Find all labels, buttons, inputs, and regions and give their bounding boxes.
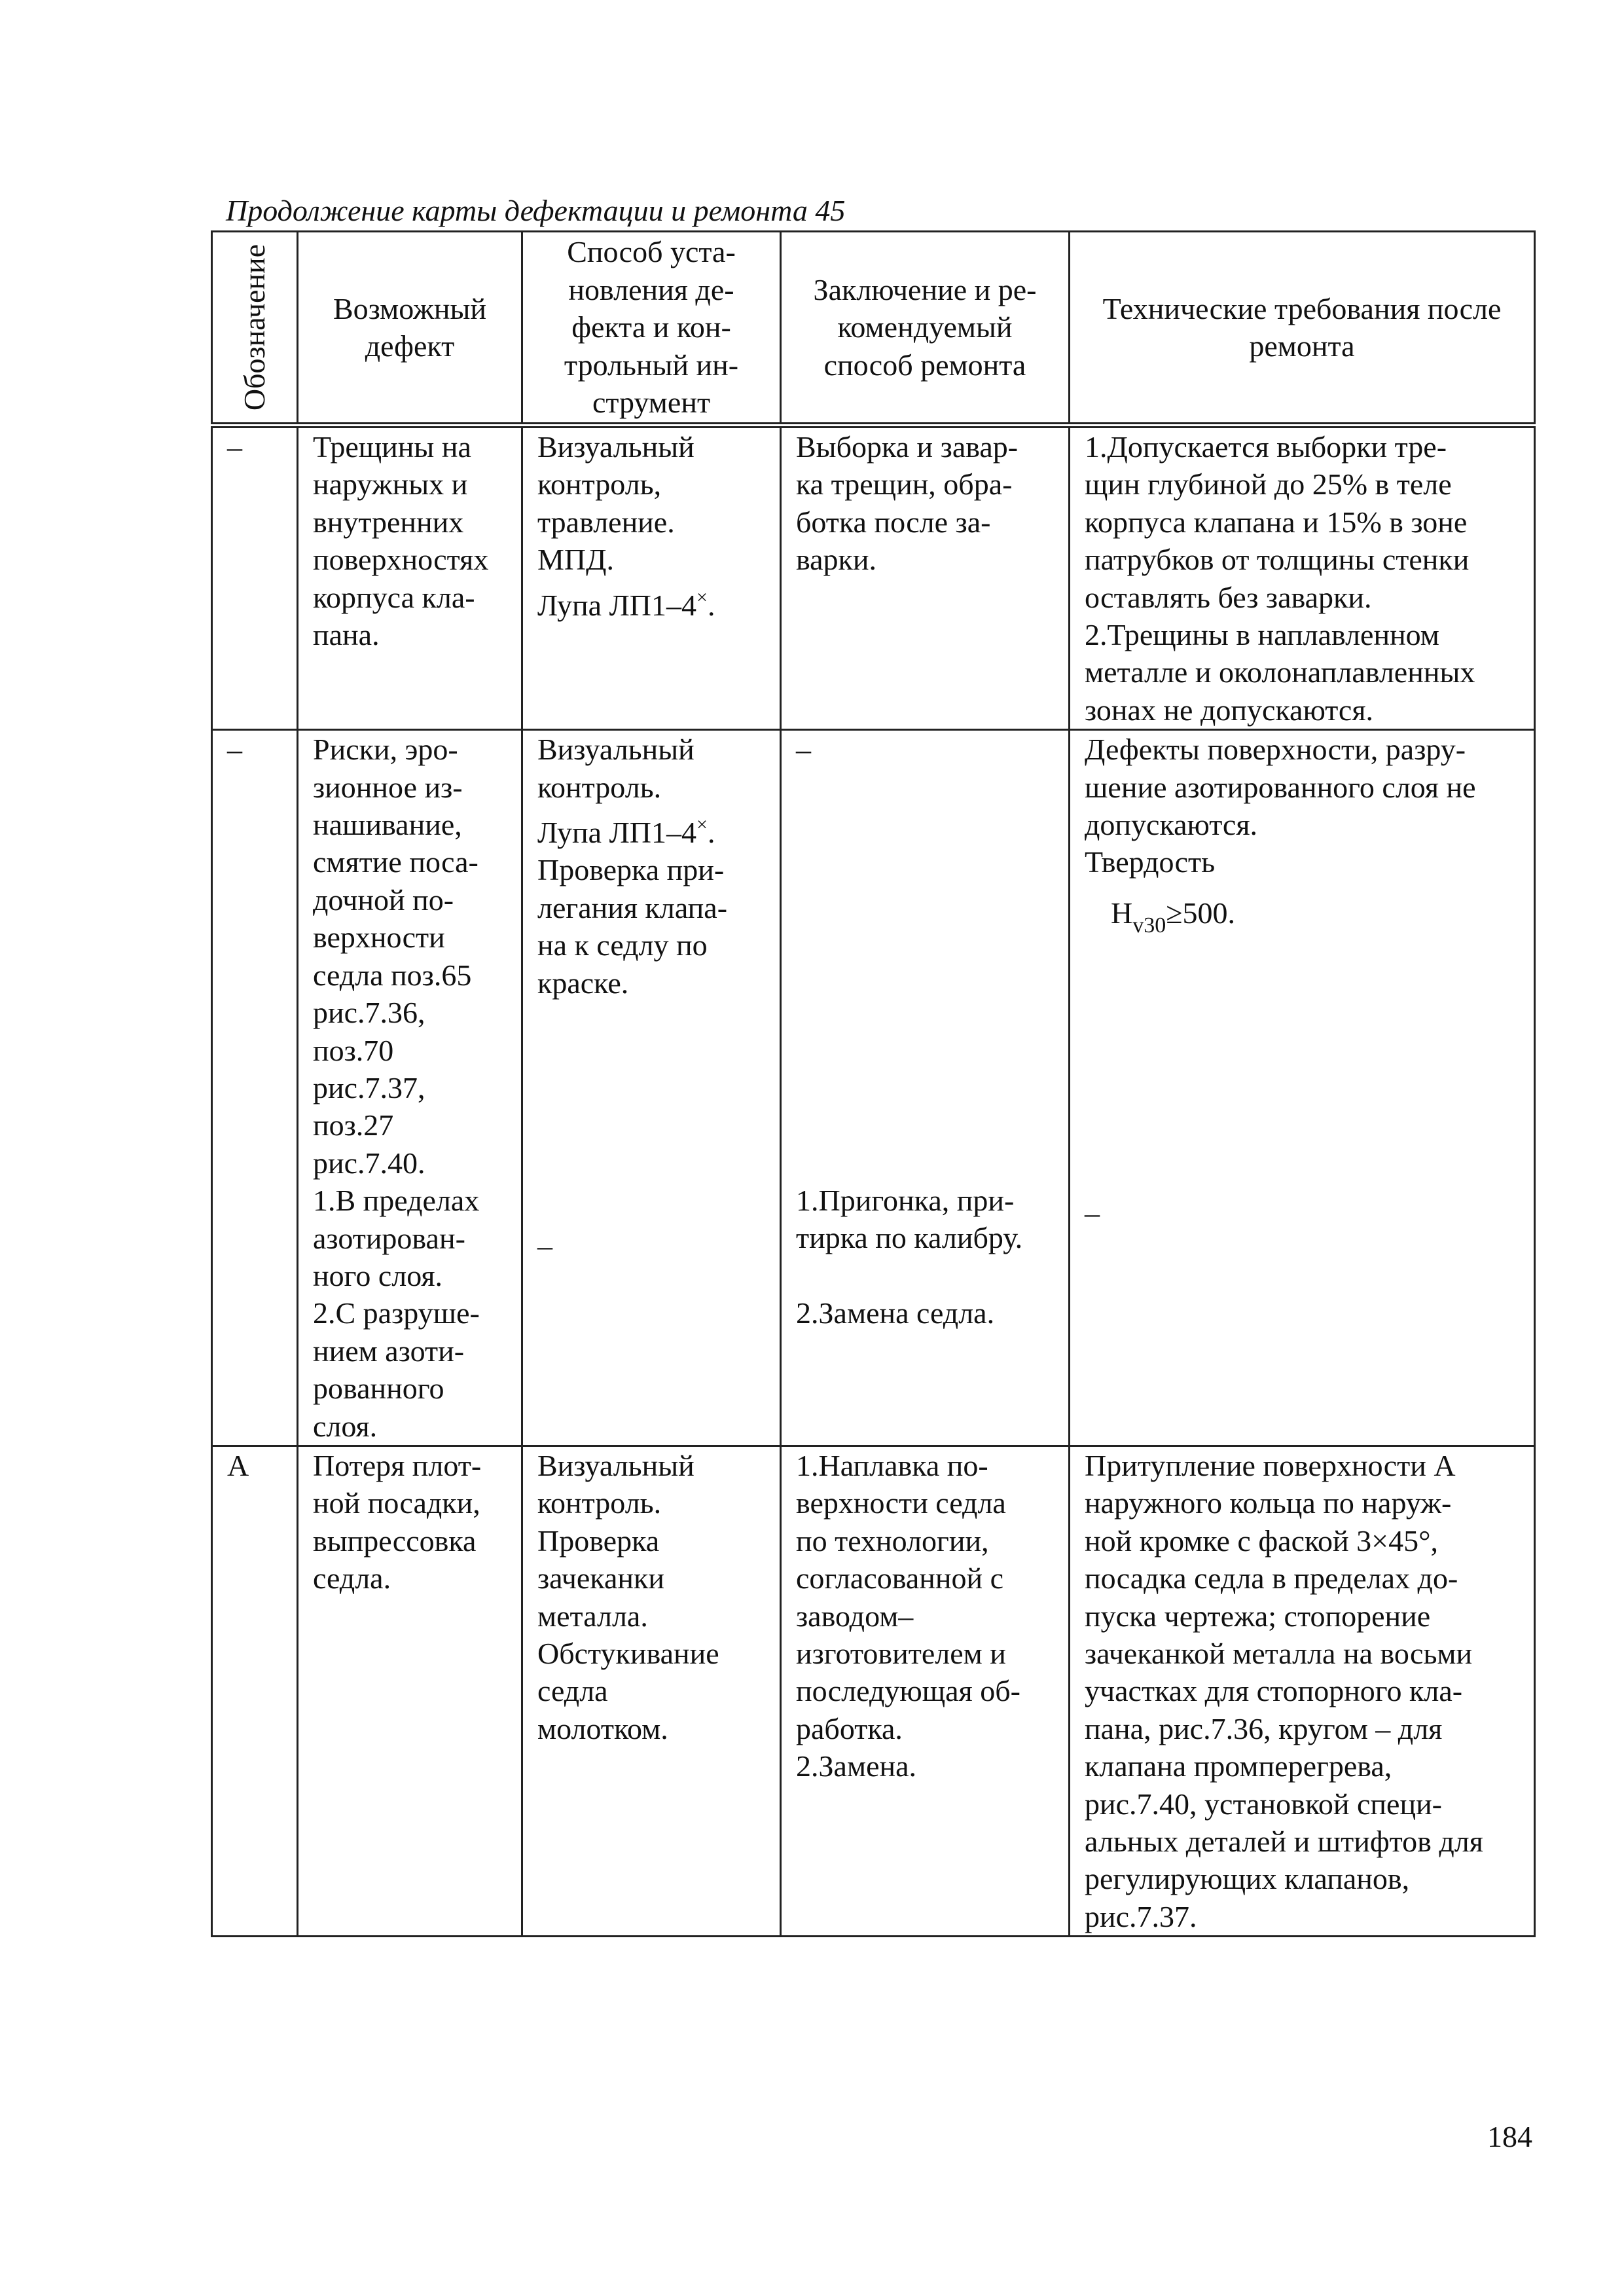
text-line: трольный ин-	[564, 348, 739, 382]
text-line: рованного	[313, 1372, 444, 1406]
text-line: седла.	[313, 1561, 391, 1595]
text-line: по технологии,	[796, 1523, 989, 1558]
text-line: согласованной с	[796, 1561, 1004, 1595]
text-line: рис.7.37.	[1085, 1899, 1197, 1933]
text-line: варки.	[796, 543, 876, 577]
text-line: МПД.	[537, 543, 614, 577]
text-line: последующая об-	[796, 1674, 1020, 1708]
cell-defect	[298, 1446, 522, 1936]
text-line: фекта и кон-	[571, 310, 731, 344]
text-line: корпуса клапана и 15% в зоне	[1085, 505, 1468, 539]
text-line: рис.7.40, установкой специ-	[1085, 1787, 1443, 1821]
text-line: 1.Пригонка, при-	[796, 1183, 1015, 1217]
header-method	[522, 232, 781, 426]
text-line: способ ремонта	[823, 348, 1026, 382]
text-line: Притупление поверхности А	[1085, 1448, 1456, 1482]
text-line: Возможный	[333, 291, 487, 325]
text-line: альных деталей и штифтов для	[1085, 1825, 1483, 1859]
text-line: краске.	[537, 966, 629, 1000]
header-requirements	[1070, 232, 1535, 426]
text-line: наружного кольца по наруж-	[1085, 1486, 1452, 1520]
text-line: поз.27	[313, 1108, 394, 1142]
text-line: Выборка и завар-	[796, 430, 1019, 464]
text-line: комендуемый	[837, 310, 1013, 344]
text-line: ной посадки,	[313, 1486, 480, 1520]
text-line: металле и околонаплавленных	[1085, 655, 1475, 689]
text-line: выпрессовка	[313, 1523, 477, 1558]
text-line: наружных и	[313, 467, 468, 501]
text-line: контроль.	[537, 1486, 662, 1520]
text-line: работка.	[796, 1711, 903, 1745]
text-line: Проверка	[537, 1523, 660, 1558]
text-line: заводом–	[796, 1599, 914, 1633]
text-line: Визуальный	[537, 430, 695, 464]
text-line: Трещины на	[313, 430, 471, 464]
lupa-instrument: Лупа ЛП1–4×.	[537, 586, 715, 622]
text-line: ремонта	[1249, 329, 1355, 363]
text-line: Риски, эро-	[313, 733, 458, 767]
text-line: струмент	[592, 386, 711, 420]
cell-conclusion	[781, 1446, 1070, 1936]
text-line: металла.	[537, 1599, 648, 1633]
header-conclusion	[781, 232, 1070, 426]
table-caption: Продолжение карты дефектации и ремонта 45	[226, 194, 846, 227]
text-line: 1.Наплавка по-	[796, 1448, 988, 1482]
text-line: клапана промперегрева,	[1085, 1749, 1392, 1783]
text-line: корпуса кла-	[313, 580, 475, 614]
page-number: 184	[1487, 2120, 1532, 2153]
cell-method: Визуальный контроль. Лупа ЛП1–4×. Проверка при- легания клапа- на к седлу по краске. –	[522, 730, 781, 1446]
text-line: пуска чертежа; стопорение	[1085, 1599, 1431, 1633]
text-line: поверхностях	[313, 543, 489, 577]
cell-defect	[298, 730, 522, 1446]
table-row	[212, 426, 1535, 730]
text-line: ного слоя.	[313, 1258, 442, 1292]
text-line: Заключение и ре-	[813, 272, 1037, 306]
text-line: рис.7.37,	[313, 1070, 425, 1104]
text-line: нием азоти-	[313, 1334, 465, 1368]
text-line: Дефекты поверхности, разру-	[1085, 733, 1466, 767]
text-line: ной кромке с фаской 3×45°,	[1085, 1523, 1438, 1558]
text-line: патрубков от толщины стенки	[1085, 543, 1470, 577]
text-line: новления де-	[568, 272, 734, 306]
text-line: зачеканки	[537, 1561, 664, 1595]
text-line: дефект	[365, 329, 455, 363]
defect-card-table	[211, 230, 1536, 1937]
text-line: шение азотированного слоя не	[1085, 770, 1476, 804]
text-line: 2.Трещины в наплавленном	[1085, 618, 1439, 652]
cell-requirements	[1070, 1446, 1535, 1936]
text-line: зачеканкой металла на восьми	[1085, 1637, 1473, 1670]
text-line: участках для стопорного кла-	[1085, 1674, 1463, 1708]
text-line: допускаются.	[1085, 808, 1258, 842]
text-line: рис.7.40.	[313, 1146, 425, 1180]
text-line: Обстукивание	[537, 1637, 719, 1670]
text-line: щин глубиной до 25% в теле	[1085, 467, 1452, 501]
text-line: ка трещин, обра-	[796, 467, 1013, 501]
cell-defect	[298, 426, 522, 730]
text-line: зионное из-	[313, 770, 463, 804]
text-line: седла	[537, 1674, 608, 1708]
text-line: травление.	[537, 505, 675, 539]
text-line: зонах не допускаются.	[1085, 693, 1373, 727]
text-line: тирка по калибру.	[796, 1221, 1023, 1255]
text-line: поз.70	[313, 1033, 394, 1067]
cell-requirements	[1070, 426, 1535, 730]
hardness-value: $H_{v30}\ge 500$.	[1111, 896, 1235, 938]
text-line: рис.7.36,	[313, 996, 425, 1030]
table-row	[212, 730, 1535, 1446]
text-line: молотком.	[537, 1711, 668, 1745]
text-line: верхности седла	[796, 1486, 1006, 1520]
text-line: седла поз.65	[313, 958, 472, 992]
cell-designation: –	[212, 730, 298, 1446]
text-line: Потеря плот-	[313, 1448, 482, 1482]
text-line: нашивание,	[313, 808, 462, 842]
cell-conclusion: – 1.Пригонка, при- тирка по калибру. 2.Замена седла.	[781, 730, 1070, 1446]
text-line: 2.С разруше-	[313, 1296, 480, 1330]
cell-designation: –	[212, 426, 298, 730]
header-defect	[298, 232, 522, 426]
text-line: Способ уста-	[567, 235, 736, 269]
table-header-row	[212, 232, 1535, 426]
text-line: 2.Замена.	[796, 1749, 917, 1783]
text-line: на к седлу по	[537, 928, 708, 962]
text-line: пана.	[313, 618, 380, 652]
text-line: оставлять без заварки.	[1085, 580, 1372, 614]
text-line: регулирующих клапанов,	[1085, 1862, 1410, 1896]
cell-designation: А	[212, 1446, 298, 1936]
cell-requirements: Дефекты поверхности, разру- шение азотированного слоя не допускаются. Твердость $H_{v30}\ge 500$. –	[1070, 730, 1535, 1446]
text-line: ботка после за-	[796, 505, 991, 539]
text-line: слоя.	[313, 1409, 378, 1443]
text-line: Визуальный	[537, 1448, 695, 1482]
lupa-instrument: Лупа ЛП1–4×.	[537, 814, 715, 850]
text-line: внутренних	[313, 505, 464, 539]
text-line: Технические требования после	[1102, 291, 1502, 325]
text-line: пана, рис.7.36, кругом – для	[1085, 1711, 1443, 1745]
header-designation: Обозначение	[212, 232, 298, 426]
text-line: верхности	[313, 920, 445, 955]
text-line: азотирован-	[313, 1221, 465, 1255]
text-line: Проверка при-	[537, 853, 725, 887]
text-line: 1.Допускается выборки тре-	[1085, 430, 1447, 464]
text-line: смятие поса-	[313, 845, 478, 879]
cell-method	[522, 1446, 781, 1936]
text-line: легания клапа-	[537, 890, 728, 924]
text-line: посадка седла в пределах до-	[1085, 1561, 1458, 1595]
text-line: Твердость	[1085, 845, 1216, 879]
text-line: контроль,	[537, 467, 662, 501]
cell-conclusion	[781, 426, 1070, 730]
text-line: 1.В пределах	[313, 1184, 480, 1218]
table-row	[212, 1446, 1535, 1936]
text-line: дочной по-	[313, 883, 454, 917]
text-line: изготовителем и	[796, 1637, 1006, 1670]
cell-method	[522, 426, 781, 730]
